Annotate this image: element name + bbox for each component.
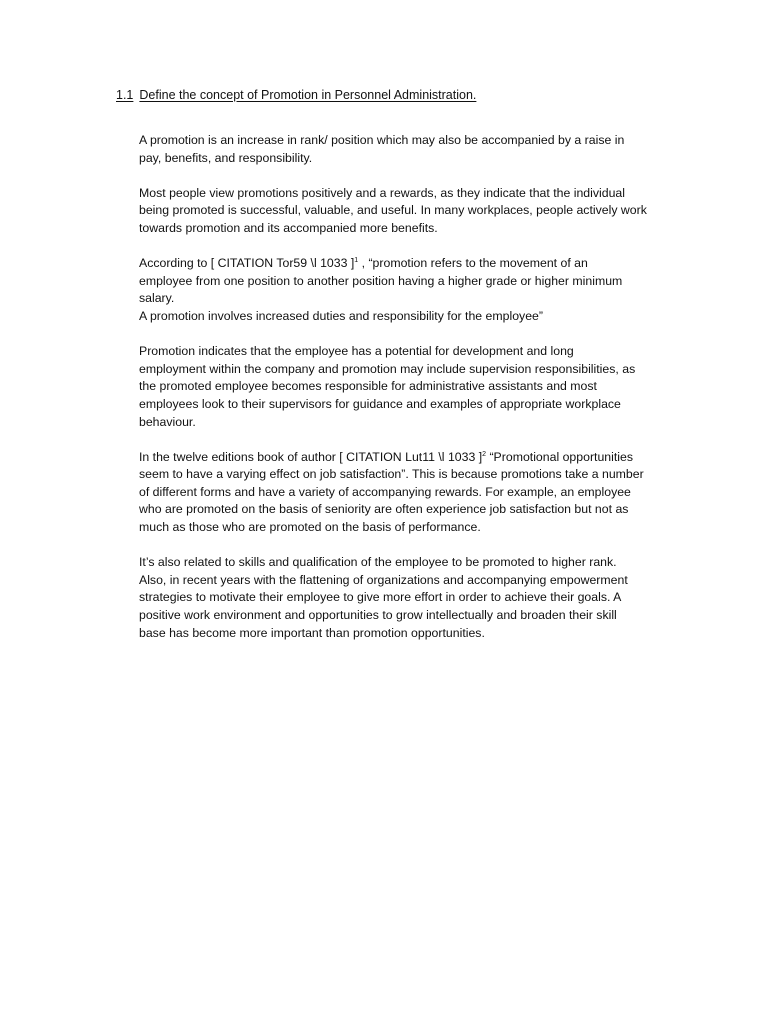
citation-text: According to [ CITATION Tor59 \l 1033 ] xyxy=(139,256,355,271)
text-line: of different forms and have a variety of accompanying rewards. For example, an employee xyxy=(139,484,631,499)
text-line: A promotion is an increase in rank/ position which may also be accompanied by a raise in xyxy=(139,133,625,147)
footnote-marker: 1 xyxy=(354,257,359,265)
citation-line xyxy=(139,255,674,273)
text-line: employees look to their supervisors for guidance and examples of appropriate workplace xyxy=(139,396,621,411)
text-line: pay, benefits, and responsibility. xyxy=(139,150,313,165)
paragraph-development xyxy=(139,343,674,431)
text-line: who are promoted on the basis of seniority are often experience job satisfaction but not as xyxy=(139,502,629,517)
citation-quote-start: “Promotional opportunities xyxy=(486,449,634,464)
paragraph-definition xyxy=(139,132,674,167)
text-line: Most people view promotions positively and a rewards, as they indicate that the individual xyxy=(139,185,625,200)
text-line: seem to have a varying effect on job satisfaction”. This is because promotions take a number xyxy=(139,467,644,482)
text-line: much as those who are promoted on the basis of performance. xyxy=(139,520,481,535)
text-line: towards promotion and its accompanied more benefits. xyxy=(139,220,438,235)
section-heading xyxy=(116,87,476,104)
text-line: being promoted is successful, valuable, and useful. In many workplaces, people actively work xyxy=(139,203,647,218)
text-line: It’s also related to skills and qualification of the employee to be promoted to higher rank. xyxy=(139,555,617,570)
section-number: 1.1 xyxy=(116,88,134,102)
footnote-marker: 2 xyxy=(482,450,487,458)
text-line: employee from one position to another position having a higher grade or higher minimum xyxy=(139,273,623,288)
text-line: A promotion involves increased duties and responsibility for the employee” xyxy=(139,308,543,323)
citation-quote-start: , “promotion refers to the movement of an xyxy=(358,256,588,271)
text-line: the promoted employee becomes responsible for administrative assistants and most xyxy=(139,379,597,394)
text-line: Promotion indicates that the employee has a potential for development and long xyxy=(139,344,574,359)
text-line: salary. xyxy=(139,291,175,306)
citation-line xyxy=(139,449,674,467)
text-line: behaviour. xyxy=(139,414,196,429)
document-body xyxy=(139,132,674,660)
text-line: base has become more important than promotion opportunities. xyxy=(139,625,485,640)
paragraph-citation-tor59 xyxy=(139,255,674,325)
citation-text: In the twelve editions book of author [ CITATION Lut11 \l 1033 ] xyxy=(139,449,483,464)
text-line: employment within the company and promotion may include supervision responsibilities, as xyxy=(139,361,636,376)
paragraph-citation-lut11 xyxy=(139,449,674,537)
paragraph-skills xyxy=(139,554,674,642)
text-line: positive work environment and opportunities to grow intellectually and broaden their skill xyxy=(139,608,617,623)
text-line: strategies to motivate their employee to give more effort in order to achieve their goals. A xyxy=(139,590,622,605)
paragraph-perception xyxy=(139,185,674,238)
section-title: Define the concept of Promotion in Personnel Administration. xyxy=(139,88,477,102)
text-line: Also, in recent years with the flattening of organizations and accompanying empowerment xyxy=(139,572,628,587)
